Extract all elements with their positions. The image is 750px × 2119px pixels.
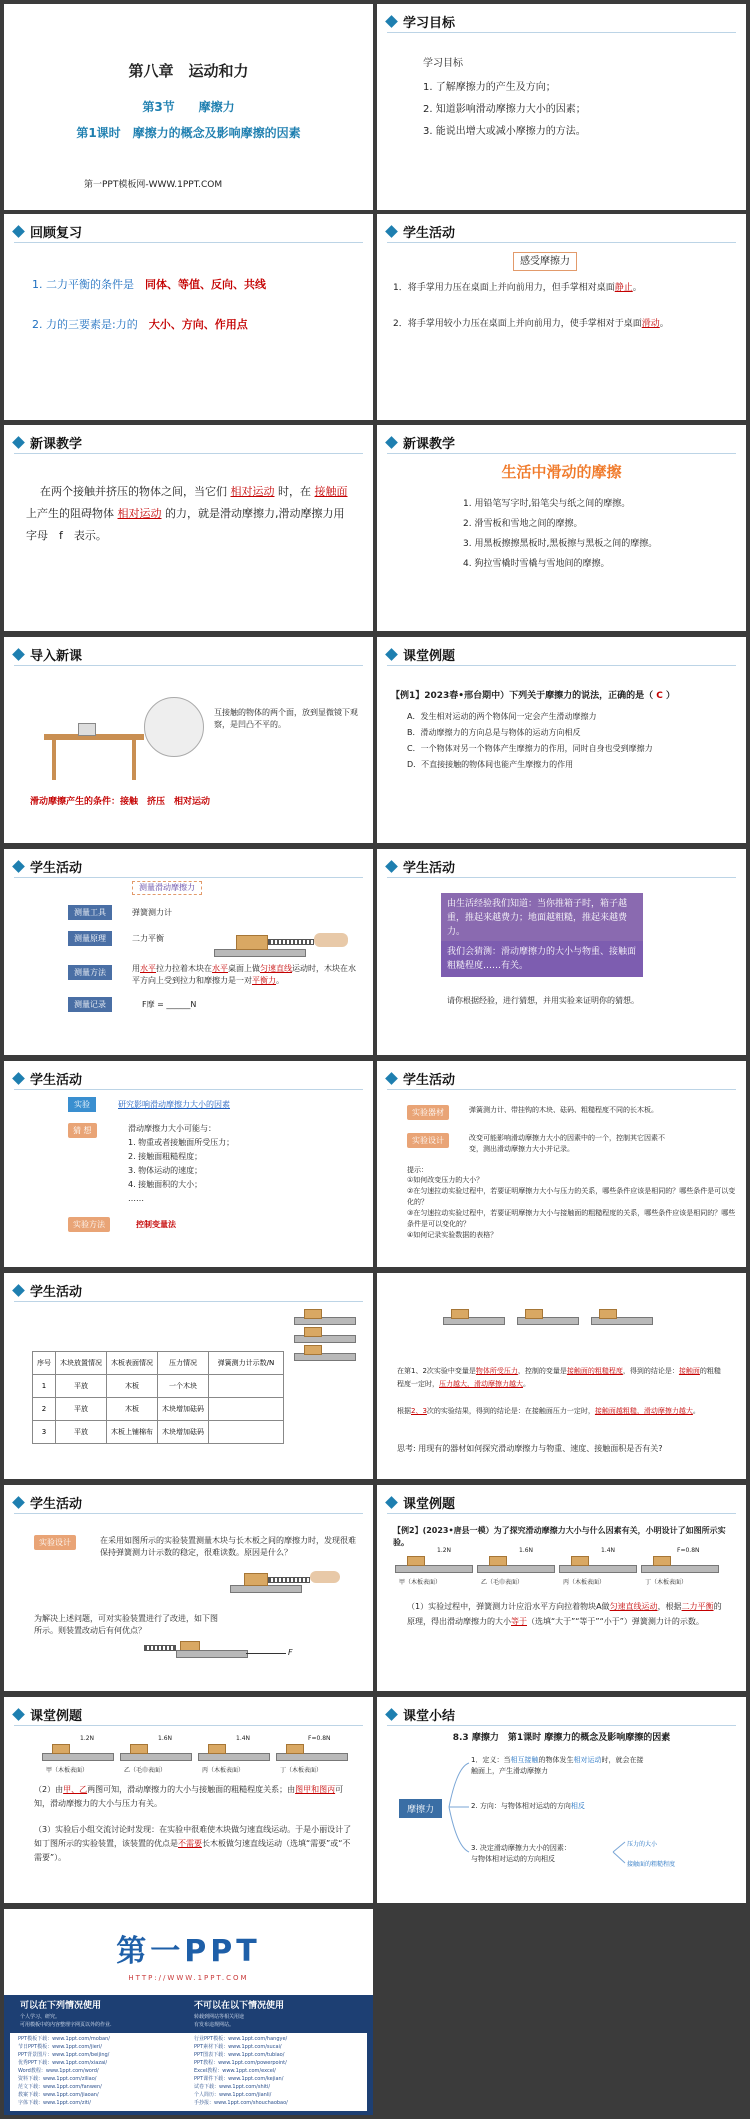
slide-header: 学生活动 xyxy=(387,222,455,240)
method-value: 用水平拉力拉着木块在水平桌面上做匀速直线运动时，木块在水平方向上受到拉力和摩擦力是一对平衡力。 xyxy=(132,964,356,985)
diamond-icon xyxy=(12,860,25,873)
summary-node-1: 1．定义：当相互接触的物体发生相对运动时，就会在接触面上，产生滑动摩擦力 xyxy=(471,1756,644,1775)
slide-factors xyxy=(4,1061,373,1267)
summary-title: 8.3 摩擦力 第1课时 摩擦力的概念及影响摩擦的因素 xyxy=(452,1733,671,1743)
tool-value: 弹簧测力计 xyxy=(132,908,172,917)
life-item-2: 2. 滑雪板和雪地之间的摩擦。 xyxy=(463,519,583,529)
force-4: F=0.8N xyxy=(677,1547,700,1554)
tip-2: ②在匀速拉动实验过程中，若要证明摩擦力大小与压力的关系，哪些条件应该是相同的？哪些条件是可以变化的？ xyxy=(407,1187,736,1206)
link-l-3[interactable]: PPT背景图片：www.1ppt.com/beijing/ xyxy=(18,2052,110,2058)
equip-value: 弹簧测力计、带挂钩的木块、砝码、粗糙程度不同的长木板。 xyxy=(469,1106,658,1114)
figure-label-3: 丙（木板表面） xyxy=(202,1767,245,1774)
slide-header: 新课教学 xyxy=(387,433,455,451)
experiment-tag: 实验 xyxy=(68,1097,96,1112)
slide-review xyxy=(4,214,373,420)
figure-label-4: 丁（木板表面） xyxy=(645,1579,688,1586)
cannot-use-title: 不可以在以下情况使用 xyxy=(194,2001,285,2011)
table-row: 1 平放 木板 一个木块 xyxy=(33,1375,284,1398)
diamond-icon xyxy=(385,648,398,661)
cannot-use-2: 有发布违规网站。 xyxy=(194,2022,235,2028)
improve-text: 为解决上述问题，可对实验装置进行了改进，如下图所示。则装置改动后有何优点？ xyxy=(34,1614,218,1635)
link-l-8[interactable]: 教案下载：www.1ppt.com/jiaoan/ xyxy=(18,2092,99,2098)
goal-1: 1. 了解摩擦力的产生及方向； xyxy=(423,82,556,93)
force-1: 1.2N xyxy=(437,1547,452,1554)
diamond-icon xyxy=(385,436,398,449)
goals-intro: 学习目标 xyxy=(423,58,463,69)
mindmap-lines xyxy=(377,1697,746,1903)
cannot-use-1: 转载到网站等相关用途 xyxy=(194,2014,245,2020)
example-question: 【例1】2023春•邢台期中）下列关于摩擦力的说法，正确的是（ C ） xyxy=(391,691,675,701)
link-r-2[interactable]: PPT素材下载：www.1ppt.com/sucai/ xyxy=(194,2044,282,2050)
design-value: 改变可能影响滑动摩擦力大小的因素中的一个，控制其它因素不变，测出滑动摩擦力大小并记录。 xyxy=(469,1134,665,1153)
life-item-3: 3. 用黑板擦擦黑板时,黑板擦与黑板之间的摩擦。 xyxy=(463,539,658,549)
measure-box: 测量滑动摩擦力 xyxy=(132,881,202,895)
example-question: 【例2】(2023•唐县一模）为了探究滑动摩擦力大小与什么因素有关，小明设计了如图所示实验。 xyxy=(393,1526,726,1547)
microscope-desc: 互接触的物体的两个面，放到显微镜下观察，是凹凸不平的。 xyxy=(214,708,358,729)
lesson-title: 第1课时 摩擦力的概念及影响摩擦的因素 xyxy=(76,126,301,140)
option-b: B．滑动摩擦力的方向总是与物体的运动方向相反 xyxy=(407,728,581,737)
slide-goals xyxy=(377,4,746,210)
life-item-4: 4. 狗拉雪橇时雪橇与雪地间的摩擦。 xyxy=(463,559,610,569)
slide-summary xyxy=(377,1697,746,1903)
slide-definition xyxy=(4,425,373,631)
summary-node-2: 2. 方向：与物体相对运动的方向相反 xyxy=(471,1802,585,1810)
force-3: 1.4N xyxy=(236,1735,251,1742)
record-label: 测量记录 xyxy=(68,997,112,1012)
link-l-7[interactable]: 范文下载：www.1ppt.com/fanwen/ xyxy=(18,2084,102,2090)
figure-label-1: 甲（木板表面） xyxy=(46,1767,89,1774)
link-l-2[interactable]: 节日PPT模板：www.1ppt.com/jieri/ xyxy=(18,2044,102,2050)
option-c: C．一个物体对另一个物体产生摩擦力的作用，同时自身也受到摩擦力 xyxy=(407,744,653,753)
life-title: 生活中滑动的摩擦 xyxy=(501,463,622,481)
design-label: 实验设计 xyxy=(34,1535,76,1550)
link-l-9[interactable]: 字体下载：www.1ppt.com/ziti/ xyxy=(18,2100,91,2106)
link-r-8[interactable]: 个人简历：www.1ppt.com/jianli/ xyxy=(194,2092,272,2098)
slide-design xyxy=(377,1061,746,1267)
diamond-icon xyxy=(12,1496,25,1509)
table-row: 3 平放 木板上铺棉布 木块增加砝码 xyxy=(33,1421,284,1444)
experiment-title: 研究影响滑动摩擦力大小的因素 xyxy=(118,1100,230,1109)
principle-value: 二力平衡 xyxy=(132,934,164,943)
principle-label: 测量原理 xyxy=(68,931,112,946)
slide-header: 课堂例题 xyxy=(387,645,455,663)
life-item-1: 1. 用铅笔写字时,铅笔尖与纸之间的摩擦。 xyxy=(463,499,631,509)
conclusion-2: 根据2、3次的实验结果，得到的结论是：在接触面压力一定时，接触面越粗糙，滑动摩擦力越大。 xyxy=(397,1407,700,1415)
diamond-icon xyxy=(12,1708,25,1721)
diamond-icon xyxy=(385,860,398,873)
diamond-icon xyxy=(12,1072,25,1085)
section-title: 第3节 摩擦力 xyxy=(142,100,235,114)
slide-header: 学生活动 xyxy=(387,1069,455,1087)
force-3: 1.4N xyxy=(601,1547,616,1554)
link-l-1[interactable]: PPT模板下载：www.1ppt.com/moban/ xyxy=(18,2036,110,2042)
answer-1: （1）实验过程中，弹簧测力计应沿水平方向拉着物块A做匀速直线运动，根据二力平衡的原理，得出滑动摩擦力的大小等于（选填“大于”“等于”“小于”）弹簧测力计的示数。 xyxy=(407,1602,722,1626)
guess-label: 猜 想 xyxy=(68,1123,97,1138)
option-d: D．不直接接触的物体间也能产生摩擦力的作用 xyxy=(407,760,574,769)
record-table xyxy=(32,1351,284,1444)
goal-2: 2. 知道影响滑动摩擦力大小的因素； xyxy=(423,104,586,115)
review-q2: 2. 力的三要素是:力的 大小、方向、作用点 xyxy=(32,318,248,331)
tip-3: ③在匀速拉动实验过程中，若要证明摩擦力大小与接触面的粗糙程度的关系，哪些条件应该是相同的？哪些条件是可以变化的？ xyxy=(407,1209,736,1228)
answer-3: （3）实验后小组交流讨论时发现：在实验中很难使木块做匀速直线运动。于是小丽设计了如丁图所示的实验装置，该装置的优点是不需要长木板做匀速直线运动（选填“需要”或“不需要”）。 xyxy=(34,1825,352,1862)
design-label: 实验设计 xyxy=(407,1133,449,1148)
slide-header: 课堂小结 xyxy=(387,1705,455,1723)
figure-label-2: 乙（毛巾表面） xyxy=(481,1579,524,1586)
answer-2: （2）由甲、乙两图可知，滑动摩擦力的大小与接触面的粗糙程度关系；由图甲和图丙可知，滑动摩擦力的大小与压力有关。 xyxy=(34,1785,344,1808)
force-1: 1.2N xyxy=(80,1735,95,1742)
diamond-icon xyxy=(12,436,25,449)
link-r-6[interactable]: PPT课件下载：www.1ppt.com/kejian/ xyxy=(194,2076,284,2082)
link-l-6[interactable]: 资料下载：www.1ppt.com/ziliao/ xyxy=(18,2076,97,2082)
guess-1: 1. 物重或者接触面所受压力； xyxy=(128,1138,235,1147)
guess-box: 我们会猜测：滑动摩擦力的大小与物重、接触面粗糙程度……有关。 xyxy=(441,941,643,977)
conclusion-1: 在第1、2次实验中变量是物体所受压力，控制的变量是接触面的粗糙程度，得到的结论是：接触面的粗糙程度一定时，压力越大，滑动摩擦力越大。 xyxy=(397,1367,721,1388)
slide-header: 学生活动 xyxy=(14,1493,82,1511)
diamond-icon xyxy=(385,225,398,238)
link-l-4[interactable]: 优秀PPT下载：www.1ppt.com/xiazai/ xyxy=(18,2060,108,2066)
slide-header: 学习目标 xyxy=(387,12,455,30)
slide-header: 课堂例题 xyxy=(387,1493,455,1511)
diamond-icon xyxy=(385,15,398,28)
summary-root: 摩擦力 xyxy=(399,1799,442,1818)
force-2: 1.6N xyxy=(158,1735,173,1742)
method-value: 控制变量法 xyxy=(136,1220,176,1229)
guess-intro: 滑动摩擦力大小可能与： xyxy=(128,1124,216,1133)
force-2: 1.6N xyxy=(519,1547,534,1554)
method-label: 实验方法 xyxy=(68,1217,110,1232)
problem-text: 在采用如图所示的实验装置测量木块与长木板之间的摩擦力时，发现很难保持弹簧测力计示数的稳定，很难读数。原因是什么？ xyxy=(100,1536,356,1557)
slide-header: 学生活动 xyxy=(14,1281,82,1299)
slide-measure xyxy=(4,849,373,1055)
record-value: F摩 = ______N xyxy=(142,1000,197,1009)
link-r-3[interactable]: PPT图表下载：www.1ppt.com/tubiao/ xyxy=(194,2052,285,2058)
equip-label: 实验器材 xyxy=(407,1105,449,1120)
footer-text: 第一PPT模板网-WWW.1PPT.COM xyxy=(84,180,223,190)
instruction-text: 请你根据经验，进行猜想，并用实验来证明你的猜想。 xyxy=(447,996,639,1005)
can-use-2: 可用模板中的内容整理字网页以外的作业. xyxy=(20,2022,112,2028)
activity-line-2: 2．将手掌用较小力压在桌面上并向前用力，使手掌相对于桌面滑动。 xyxy=(393,319,669,329)
chapter-title: 第八章 运动和力 xyxy=(128,62,249,80)
activity-line-1: 1．将手掌用力压在桌面上并向前用力，但手掌相对桌面静止。 xyxy=(393,283,642,293)
figure-label-1: 甲（木板表面） xyxy=(399,1579,442,1586)
table-header-row: 序号 木块放置情况 木板表面情况 压力情况 弹簧测力计示数/N xyxy=(33,1352,284,1375)
think-question: 思考: 用现有的器材如何探究滑动摩擦力与物重、速度、接触面积是否有关? xyxy=(397,1444,663,1453)
figure-label-3: 丙（木板表面） xyxy=(563,1579,606,1586)
guess-3: 3. 物体运动的速度； xyxy=(128,1166,203,1175)
slide-header: 学生活动 xyxy=(14,1069,82,1087)
definition-text: 在两个接触并挤压的物体之间，当它们 相对运动 时，在 接触面 上产生的阻碍物体 相对运动 的力，就是滑动摩擦力,滑动摩擦力用字母 f 表示。 xyxy=(26,485,348,542)
slide-feel-friction xyxy=(377,214,746,420)
slide-example-1 xyxy=(377,637,746,843)
can-use-title: 可以在下列情况使用 xyxy=(20,2001,102,2011)
link-r-9[interactable]: 手抄报：www.1ppt.com/shouchaobao/ xyxy=(194,2100,288,2106)
slide-header: 学生活动 xyxy=(387,857,455,875)
slide-guess xyxy=(377,849,746,1055)
link-r-7[interactable]: 试卷下载：www.1ppt.com/shiti/ xyxy=(194,2084,271,2090)
table-row: 2 平放 木板 木块增加砝码 xyxy=(33,1398,284,1421)
option-a: A．发生相对运动的两个物体间一定会产生滑动摩擦力 xyxy=(407,712,597,721)
link-r-5[interactable]: Excel教程：www.1ppt.com/excel/ xyxy=(194,2068,276,2074)
slide-copyright xyxy=(4,1909,373,2115)
can-use-1: 个人学习、研究。 xyxy=(20,2014,61,2020)
tip-1: ①如何改变压力的大小？ xyxy=(407,1176,484,1184)
slide-intro xyxy=(4,637,373,843)
force-4: F=0.8N xyxy=(308,1735,331,1742)
tips-title: 提示： xyxy=(407,1166,428,1174)
slide-conclusion xyxy=(377,1273,746,1479)
slide-title xyxy=(4,4,373,210)
slide-improve xyxy=(4,1485,373,1691)
slide-header: 学生活动 xyxy=(14,857,82,875)
link-r-1[interactable]: 行业PPT模板：www.1ppt.com/hangye/ xyxy=(194,2036,288,2042)
slide-life-friction xyxy=(377,425,746,631)
guess-2: 2. 接触面粗糙程度； xyxy=(128,1152,203,1161)
slide-header: 导入新课 xyxy=(14,645,82,663)
brand-url: HTTP://WWW.1PPT.COM xyxy=(128,1974,249,1982)
experience-box: 由生活经验我们知道：当你推箱子时，箱子越重，推起来越费力；地面越粗糙，推起来越费力。 xyxy=(441,893,643,943)
diamond-icon xyxy=(12,1284,25,1297)
tool-label: 测量工具 xyxy=(68,905,112,920)
method-label: 测量方法 xyxy=(68,965,112,980)
diamond-icon xyxy=(385,1072,398,1085)
activity-box: 感受摩擦力 xyxy=(513,252,577,271)
goal-3: 3. 能说出增大或减小摩擦力的方法。 xyxy=(423,126,586,137)
diamond-icon xyxy=(12,225,25,238)
tip-4: ④如何记录实验数据的表格？ xyxy=(407,1231,498,1239)
review-q1: 1. 二力平衡的条件是 同体、等值、反向、共线 xyxy=(32,278,266,291)
link-l-5[interactable]: Word教程：www.1ppt.com/word/ xyxy=(18,2068,99,2074)
diamond-icon xyxy=(12,648,25,661)
guess-5: …… xyxy=(128,1194,144,1203)
summary-leaf-2: 接触面的粗糙程度 xyxy=(627,1861,676,1868)
figure-label-4: 丁（木板表面） xyxy=(280,1767,323,1774)
condition-text: 滑动摩擦产生的条件：接触 挤压 相对运动 xyxy=(30,797,211,807)
slide-header: 回顾复习 xyxy=(14,222,82,240)
slide-table xyxy=(4,1273,373,1479)
force-label: F xyxy=(288,1648,293,1657)
summary-leaf-1: 压力的大小 xyxy=(627,1841,658,1848)
slide-header: 新课教学 xyxy=(14,433,82,451)
link-r-4[interactable]: PPT教程：www.1ppt.com/powerpoint/ xyxy=(194,2060,287,2066)
figure-label-2: 乙（毛巾表面） xyxy=(124,1767,167,1774)
brand-logo: 第一PPT xyxy=(116,1934,261,1969)
summary-node-3: 3. 决定滑动摩擦力大小的因素： 与物体相对运动的方向相反 xyxy=(471,1844,571,1863)
slide-example-2-cont xyxy=(4,1697,373,1903)
diamond-icon xyxy=(385,1496,398,1509)
guess-4: 4. 接触面积的大小； xyxy=(128,1180,203,1189)
slide-example-2 xyxy=(377,1485,746,1691)
slide-header: 课堂例题 xyxy=(14,1705,82,1723)
